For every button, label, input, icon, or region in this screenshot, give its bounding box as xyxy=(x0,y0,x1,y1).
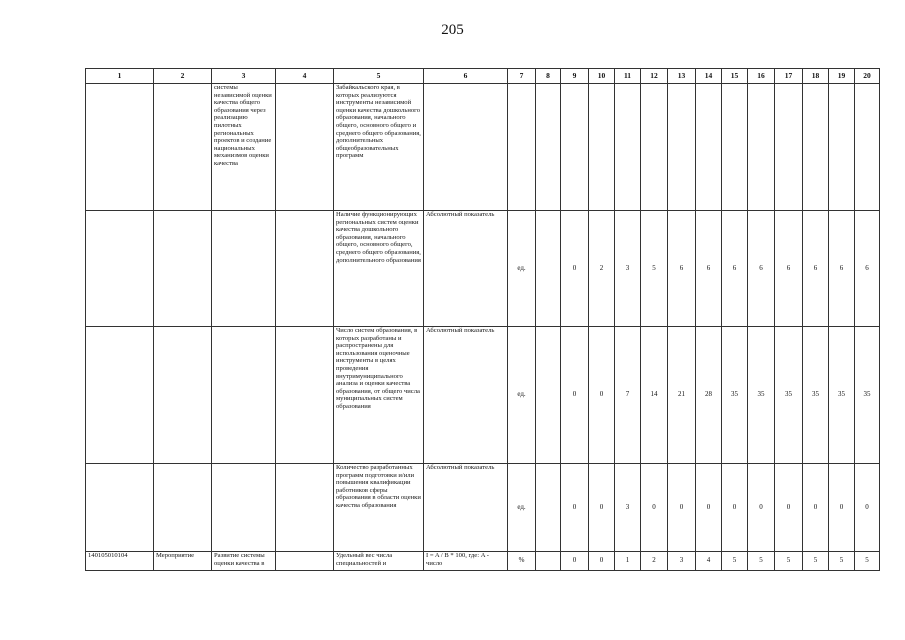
value-cell: 28 xyxy=(696,327,722,464)
column-header: 7 xyxy=(508,69,536,84)
value-cell: 6 xyxy=(775,211,803,327)
value-cell: 14 xyxy=(641,327,668,464)
value-cell xyxy=(589,84,615,211)
value-cell: 35 xyxy=(722,327,748,464)
value-cell: 3 xyxy=(668,552,696,571)
value-cell: 6 xyxy=(829,211,855,327)
value-cell: 5 xyxy=(855,552,880,571)
value-cell: 6 xyxy=(748,211,775,327)
value-cell: 0 xyxy=(829,464,855,552)
value-cell: 1 xyxy=(615,552,641,571)
table-row xyxy=(86,84,880,211)
unit-cell: ед. xyxy=(508,327,536,464)
value-cell xyxy=(829,84,855,211)
value-cell: 35 xyxy=(748,327,775,464)
column-header: 4 xyxy=(276,69,334,84)
value-cell: 2 xyxy=(641,552,668,571)
unit-cell xyxy=(508,84,536,211)
indicator-cell: Удельный вес числа специальностей и xyxy=(334,552,424,571)
executor-cell xyxy=(276,327,334,464)
value-cell xyxy=(536,211,561,327)
value-cell: 5 xyxy=(641,211,668,327)
value-cell: 0 xyxy=(589,552,615,571)
name-cell xyxy=(212,327,276,464)
column-header: 13 xyxy=(668,69,696,84)
value-cell: 0 xyxy=(855,464,880,552)
indicator-table xyxy=(85,68,880,571)
value-cell: 3 xyxy=(615,211,641,327)
table-row xyxy=(86,552,880,571)
table-row xyxy=(86,327,880,464)
unit-cell: % xyxy=(508,552,536,571)
value-cell: 21 xyxy=(668,327,696,464)
code-cell: 140105010104 xyxy=(86,552,154,571)
type-cell xyxy=(154,464,212,552)
value-cell: 6 xyxy=(696,211,722,327)
executor-cell xyxy=(276,552,334,571)
value-cell xyxy=(641,84,668,211)
value-cell: 0 xyxy=(775,464,803,552)
method-cell: I = A / B * 100, где: A - число xyxy=(424,552,508,571)
value-cell: 5 xyxy=(803,552,829,571)
page-number: 205 xyxy=(441,22,464,38)
value-cell xyxy=(722,84,748,211)
value-cell xyxy=(615,84,641,211)
indicator-cell: Забайкальского края, в которых реализуются инструменты независимой оценки качества дошкольного образования, начального общего, основного общего и среднего общего образования, дополнительных общеобразовательных программ xyxy=(334,84,424,211)
value-cell: 0 xyxy=(722,464,748,552)
value-cell xyxy=(696,84,722,211)
value-cell: 0 xyxy=(561,327,589,464)
type-cell: Мероприятие xyxy=(154,552,212,571)
value-cell: 7 xyxy=(615,327,641,464)
value-cell xyxy=(561,84,589,211)
executor-cell xyxy=(276,464,334,552)
indicator-cell: Число систем образования, в которых разработаны и распространены для использования оценочные инструменты в целях проведения внутримуниципального анализа и оценки качества образования, от общего числа муниципальных систем образования xyxy=(334,327,424,464)
value-cell: 5 xyxy=(829,552,855,571)
value-cell: 0 xyxy=(641,464,668,552)
value-cell xyxy=(536,464,561,552)
column-header: 18 xyxy=(803,69,829,84)
value-cell xyxy=(748,84,775,211)
value-cell: 0 xyxy=(748,464,775,552)
value-cell: 0 xyxy=(561,211,589,327)
name-cell xyxy=(212,464,276,552)
method-cell: Абсолютный показатель xyxy=(424,464,508,552)
executor-cell xyxy=(276,211,334,327)
column-header: 3 xyxy=(212,69,276,84)
name-cell: системы независимой оценки качества общего образования через реализацию пилотных региональных проектов и создание национальных механизмов оценки качества xyxy=(212,84,276,211)
table-row xyxy=(86,464,880,552)
type-cell xyxy=(154,211,212,327)
value-cell xyxy=(536,327,561,464)
column-header: 8 xyxy=(536,69,561,84)
column-header: 14 xyxy=(696,69,722,84)
value-cell: 2 xyxy=(589,211,615,327)
value-cell: 6 xyxy=(855,211,880,327)
method-cell xyxy=(424,84,508,211)
header-row xyxy=(86,69,880,84)
unit-cell: ед. xyxy=(508,464,536,552)
code-cell xyxy=(86,327,154,464)
value-cell: 3 xyxy=(615,464,641,552)
value-cell xyxy=(536,84,561,211)
column-header: 1 xyxy=(86,69,154,84)
method-cell: Абсолютный показатель xyxy=(424,211,508,327)
value-cell: 35 xyxy=(855,327,880,464)
type-cell xyxy=(154,327,212,464)
value-cell: 35 xyxy=(803,327,829,464)
name-cell xyxy=(212,211,276,327)
value-cell: 5 xyxy=(722,552,748,571)
value-cell: 35 xyxy=(775,327,803,464)
value-cell: 0 xyxy=(668,464,696,552)
method-cell: Абсолютный показатель xyxy=(424,327,508,464)
unit-cell: ед. xyxy=(508,211,536,327)
value-cell xyxy=(668,84,696,211)
column-header: 2 xyxy=(154,69,212,84)
executor-cell xyxy=(276,84,334,211)
value-cell: 0 xyxy=(561,552,589,571)
value-cell: 0 xyxy=(589,464,615,552)
value-cell: 6 xyxy=(668,211,696,327)
code-cell xyxy=(86,211,154,327)
indicator-cell: Наличие функционирующих региональных систем оценки качества дошкольного образования, начального общего, основного общего, среднего общего образования, дополнительного образования xyxy=(334,211,424,327)
column-header: 20 xyxy=(855,69,880,84)
column-header: 9 xyxy=(561,69,589,84)
value-cell: 0 xyxy=(561,464,589,552)
column-header: 16 xyxy=(748,69,775,84)
column-header: 17 xyxy=(775,69,803,84)
code-cell xyxy=(86,464,154,552)
value-cell: 6 xyxy=(722,211,748,327)
column-header: 12 xyxy=(641,69,668,84)
value-cell xyxy=(536,552,561,571)
name-cell: Развитие системы оценки качества в xyxy=(212,552,276,571)
table-row xyxy=(86,211,880,327)
value-cell xyxy=(775,84,803,211)
column-header: 15 xyxy=(722,69,748,84)
value-cell xyxy=(803,84,829,211)
value-cell: 35 xyxy=(829,327,855,464)
column-header: 5 xyxy=(334,69,424,84)
type-cell xyxy=(154,84,212,211)
column-header: 10 xyxy=(589,69,615,84)
value-cell: 4 xyxy=(696,552,722,571)
value-cell: 6 xyxy=(803,211,829,327)
value-cell: 0 xyxy=(589,327,615,464)
value-cell: 5 xyxy=(775,552,803,571)
column-header: 11 xyxy=(615,69,641,84)
column-header: 19 xyxy=(829,69,855,84)
column-header: 6 xyxy=(424,69,508,84)
code-cell xyxy=(86,84,154,211)
indicator-cell: Количество разработанных программ подготовки и/или повышения квалификации работников сферы образования в области оценки качества образования xyxy=(334,464,424,552)
value-cell: 0 xyxy=(696,464,722,552)
value-cell: 0 xyxy=(803,464,829,552)
value-cell: 5 xyxy=(748,552,775,571)
value-cell xyxy=(855,84,880,211)
